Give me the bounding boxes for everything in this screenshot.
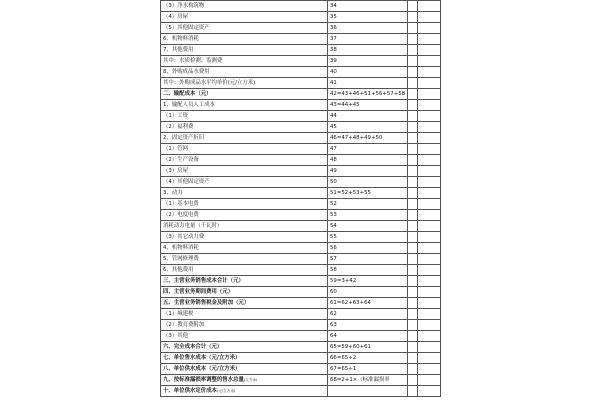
row-item-name <box>161 298 328 309</box>
table-row <box>161 221 441 232</box>
table-row <box>161 1 441 12</box>
row-value-cell-a <box>408 155 418 166</box>
cost-table <box>160 0 441 397</box>
row-item-name <box>161 133 328 144</box>
row-item-label: 2、固定资产折旧 <box>163 135 205 141</box>
row-item-label: （1）工资 <box>163 113 188 119</box>
table-row <box>161 276 441 287</box>
row-item-name <box>161 23 328 34</box>
row-value-cell-a <box>408 221 418 232</box>
row-value-cell-b <box>418 210 441 221</box>
row-item-code: 63 <box>328 320 408 331</box>
row-item-code: 56 <box>328 243 408 254</box>
row-item-code: 64 <box>328 331 408 342</box>
row-item-code: 53 <box>328 210 408 221</box>
row-item-label: （2）电度电费 <box>163 212 199 218</box>
row-item-code: 41 <box>328 78 408 89</box>
row-item-name <box>161 309 328 320</box>
row-value-cell-a <box>408 23 418 34</box>
row-item-name <box>161 199 328 210</box>
row-value-cell-a <box>408 254 418 265</box>
row-value-cell-a <box>408 111 418 122</box>
row-item-label: 其中：外购成品水平均单价(元/立方米) <box>163 80 256 86</box>
row-item-label: 七、单位售水成本（元/立方米） <box>163 355 241 361</box>
row-value-cell-b <box>418 188 441 199</box>
row-value-cell-b <box>418 287 441 298</box>
row-value-cell-a <box>408 364 418 375</box>
table-row <box>161 287 441 298</box>
row-item-label: （4）房屋 <box>163 14 188 20</box>
row-item-label: 三、主营业务销售成本合计（元） <box>163 278 244 284</box>
row-item-label: 3、动力 <box>163 190 183 196</box>
row-value-cell-b <box>418 199 441 210</box>
table-row <box>161 364 441 375</box>
row-item-name <box>161 320 328 331</box>
row-value-cell-a <box>408 100 418 111</box>
row-item-name <box>161 100 328 111</box>
row-value-cell-b <box>418 78 441 89</box>
row-value-cell-a <box>408 298 418 309</box>
cost-table-body <box>161 1 441 397</box>
row-item-name <box>161 254 328 265</box>
row-value-cell-a <box>408 276 418 287</box>
row-item-label: （2）教育费附加 <box>163 322 205 328</box>
row-item-name <box>161 287 328 298</box>
row-value-cell-a <box>408 166 418 177</box>
table-row <box>161 155 441 166</box>
row-item-code: 62 <box>328 309 408 320</box>
row-item-code: 68=2+1×（标准漏损率 <box>328 375 408 386</box>
table-row <box>161 100 441 111</box>
row-item-name <box>161 34 328 45</box>
row-item-label: 5、管网修理费 <box>163 256 199 262</box>
row-item-unit-note: (立方米) <box>243 378 258 382</box>
row-item-name <box>161 210 328 221</box>
row-item-code: 54 <box>328 221 408 232</box>
row-value-cell-b <box>418 122 441 133</box>
table-row <box>161 232 441 243</box>
row-item-name <box>161 122 328 133</box>
row-item-code: 42=43+46+51+56+57+58 <box>328 89 408 100</box>
row-item-label: （1）管网 <box>163 146 188 152</box>
row-item-code: 44 <box>328 111 408 122</box>
row-item-code: 47 <box>328 144 408 155</box>
row-item-code: 57 <box>328 254 408 265</box>
row-value-cell-b <box>418 144 441 155</box>
row-item-name <box>161 12 328 23</box>
row-value-cell-b <box>418 331 441 342</box>
row-value-cell-b <box>418 386 441 397</box>
row-item-code: 35 <box>328 12 408 23</box>
row-item-name <box>161 155 328 166</box>
row-item-name <box>161 45 328 56</box>
row-item-label: 六、完全成本合计（元） <box>163 344 223 350</box>
row-item-code: 60 <box>328 287 408 298</box>
row-value-cell-b <box>418 12 441 23</box>
table-row <box>161 67 441 78</box>
row-value-cell-b <box>418 166 441 177</box>
row-value-cell-a <box>408 78 418 89</box>
row-value-cell-b <box>418 177 441 188</box>
row-item-code: 37 <box>328 34 408 45</box>
table-row <box>161 265 441 276</box>
row-value-cell-b <box>418 342 441 353</box>
table-row <box>161 210 441 221</box>
row-value-cell-b <box>418 221 441 232</box>
row-value-cell-a <box>408 375 418 386</box>
row-value-cell-b <box>418 309 441 320</box>
row-value-cell-b <box>418 375 441 386</box>
row-value-cell-a <box>408 309 418 320</box>
table-row <box>161 133 441 144</box>
row-value-cell-b <box>418 45 441 56</box>
row-item-name <box>161 375 328 386</box>
row-value-cell-a <box>408 144 418 155</box>
row-value-cell-a <box>408 353 418 364</box>
row-item-name <box>161 221 328 232</box>
row-item-name <box>161 67 328 78</box>
row-item-code: 49 <box>328 166 408 177</box>
row-value-cell-b <box>418 1 441 12</box>
row-item-label: 7、其他费用 <box>163 47 194 53</box>
row-item-label: （2）福利费 <box>163 124 194 130</box>
row-value-cell-a <box>408 56 418 67</box>
row-value-cell-b <box>418 56 441 67</box>
row-value-cell-a <box>408 133 418 144</box>
row-item-label: （1）基本电费 <box>163 201 199 207</box>
row-value-cell-b <box>418 100 441 111</box>
row-item-name <box>161 78 328 89</box>
row-item-name <box>161 56 328 67</box>
row-item-name <box>161 331 328 342</box>
row-item-code: 67=65÷1 <box>328 364 408 375</box>
row-item-label: 五、主营业务销售税金及附加（元） <box>163 300 250 306</box>
row-item-code: 59=3+42 <box>328 276 408 287</box>
row-item-label: 1、输配人员人工成本 <box>163 102 215 108</box>
table-row <box>161 342 441 353</box>
row-value-cell-b <box>418 243 441 254</box>
table-row <box>161 144 441 155</box>
row-item-code: 50 <box>328 177 408 188</box>
row-item-label: （3）净水构筑物 <box>163 3 205 9</box>
row-item-name <box>161 276 328 287</box>
table-row <box>161 320 441 331</box>
row-value-cell-a <box>408 320 418 331</box>
row-item-code: 39 <box>328 56 408 67</box>
table-row <box>161 331 441 342</box>
row-item-label: （1）城建税 <box>163 311 194 317</box>
table-row <box>161 309 441 320</box>
row-value-cell-a <box>408 188 418 199</box>
row-value-cell-a <box>408 386 418 397</box>
row-value-cell-b <box>418 254 441 265</box>
row-item-code: 65=59+60+61 <box>328 342 408 353</box>
table-row <box>161 89 441 100</box>
row-item-label: （2）生产设备 <box>163 157 199 163</box>
row-value-cell-a <box>408 243 418 254</box>
row-item-label: 九、按标准漏损率调整的售水总量 <box>163 377 244 383</box>
row-value-cell-b <box>418 133 441 144</box>
row-item-label: （3）其它动力费 <box>163 234 205 240</box>
row-item-code: 36 <box>328 23 408 34</box>
row-value-cell-b <box>418 34 441 45</box>
table-row <box>161 23 441 34</box>
row-value-cell-b <box>418 353 441 364</box>
row-value-cell-a <box>408 67 418 78</box>
table-row <box>161 166 441 177</box>
row-item-label: （3）其他 <box>163 333 188 339</box>
row-item-name <box>161 353 328 364</box>
row-value-cell-a <box>408 342 418 353</box>
table-row <box>161 386 441 397</box>
row-value-cell-a <box>408 331 418 342</box>
row-item-code: 38 <box>328 45 408 56</box>
table-row <box>161 78 441 89</box>
row-item-name <box>161 364 328 375</box>
row-item-name <box>161 1 328 12</box>
row-item-name <box>161 177 328 188</box>
row-item-label: 6、机物料消耗 <box>163 36 199 42</box>
row-value-cell-a <box>408 287 418 298</box>
row-item-code: 34 <box>328 1 408 12</box>
row-item-label: （3）房屋 <box>163 168 188 174</box>
row-item-name <box>161 166 328 177</box>
row-item-name <box>161 386 328 397</box>
row-value-cell-b <box>418 232 441 243</box>
row-item-code: 40 <box>328 67 408 78</box>
table-row <box>161 45 441 56</box>
row-item-code: 55 <box>328 232 408 243</box>
row-item-name <box>161 232 328 243</box>
row-value-cell-a <box>408 34 418 45</box>
row-value-cell-a <box>408 199 418 210</box>
row-value-cell-b <box>418 67 441 78</box>
table-row <box>161 34 441 45</box>
row-item-unit-note: (元/立方米) <box>216 389 236 393</box>
row-item-label: 4、机物料消耗 <box>163 245 199 251</box>
row-item-name <box>161 188 328 199</box>
row-value-cell-b <box>418 276 441 287</box>
table-row <box>161 12 441 23</box>
row-item-label: （5）其他固定资产 <box>163 25 210 31</box>
table-row <box>161 375 441 386</box>
row-item-code <box>328 386 408 397</box>
row-item-code: 51=52+53+55 <box>328 188 408 199</box>
row-value-cell-a <box>408 122 418 133</box>
row-item-name <box>161 111 328 122</box>
row-item-code: 66=65÷2 <box>328 353 408 364</box>
row-value-cell-a <box>408 232 418 243</box>
table-row <box>161 254 441 265</box>
table-row <box>161 353 441 364</box>
table-row <box>161 177 441 188</box>
table-row <box>161 243 441 254</box>
row-item-label: 十、单位供水定价成本 <box>163 388 217 394</box>
row-value-cell-a <box>408 177 418 188</box>
row-value-cell-b <box>418 320 441 331</box>
row-value-cell-b <box>418 155 441 166</box>
row-item-code: 45 <box>328 122 408 133</box>
row-value-cell-b <box>418 23 441 34</box>
table-row <box>161 122 441 133</box>
row-item-label: 二、输配成本（元） <box>163 91 212 97</box>
row-value-cell-a <box>408 45 418 56</box>
row-item-name <box>161 243 328 254</box>
row-item-name <box>161 265 328 276</box>
row-item-label: 8、外购成品水费用 <box>163 69 210 75</box>
row-value-cell-b <box>418 265 441 276</box>
table-row <box>161 188 441 199</box>
row-item-code: 46=47+48+49+50 <box>328 133 408 144</box>
row-value-cell-a <box>408 210 418 221</box>
row-value-cell-a <box>408 89 418 100</box>
row-item-code: 48 <box>328 155 408 166</box>
row-item-label: 其中：水质检测、监测费 <box>163 58 223 64</box>
row-item-label: 消耗动力电量（千瓦时） <box>163 223 223 229</box>
row-item-name <box>161 342 328 353</box>
row-item-code: 58 <box>328 265 408 276</box>
table-row <box>161 111 441 122</box>
row-item-label: 6、其他费用 <box>163 267 194 273</box>
table-row <box>161 56 441 67</box>
row-value-cell-b <box>418 89 441 100</box>
row-item-code: 61=62+63+64 <box>328 298 408 309</box>
row-value-cell-b <box>418 111 441 122</box>
row-item-name <box>161 89 328 100</box>
row-item-code: 52 <box>328 199 408 210</box>
row-item-label: （4）其他固定资产 <box>163 179 210 185</box>
row-value-cell-b <box>418 298 441 309</box>
row-item-code: 43=44+45 <box>328 100 408 111</box>
row-item-name <box>161 144 328 155</box>
row-value-cell-a <box>408 1 418 12</box>
table-row <box>161 199 441 210</box>
row-item-label: 四、主营业务期间费用（元） <box>163 289 234 295</box>
row-item-label: 八、单位供水成本（元/立方米） <box>163 366 241 372</box>
row-value-cell-b <box>418 364 441 375</box>
table-row <box>161 298 441 309</box>
row-value-cell-a <box>408 265 418 276</box>
cost-table-sheet <box>160 0 440 400</box>
row-value-cell-a <box>408 12 418 23</box>
